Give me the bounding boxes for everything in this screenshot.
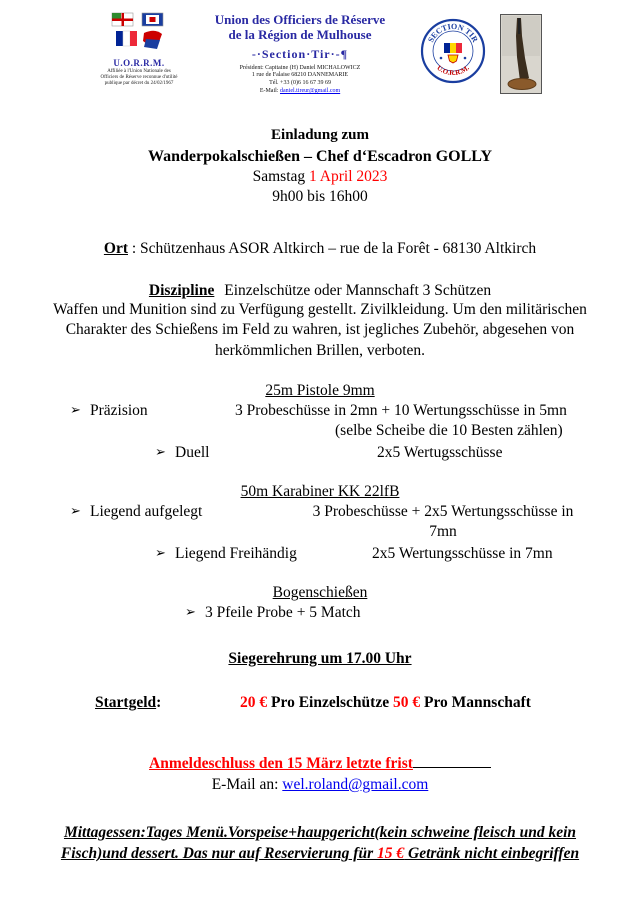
invitation-heading: Einladung zum [271,127,369,143]
flags-emblem-icon [108,12,170,52]
bullet-arrow-icon: ➢ [70,503,81,518]
lunch-text-part1: Mittagessen:Tages Menü.Vorspeise+haupgericht(kein schweine fleisch und kein Fisch)und dessert. Das nur auf Reservierung für [60,823,577,863]
stamp-top-text: SECTION TIR [426,21,480,44]
event-date: 1 April 2023 [309,167,388,185]
letterhead-center [194,12,406,96]
organization-name-line2: de la Région de Mulhouse [228,27,372,43]
fee-single-text: Pro Einzelschütze [271,693,390,711]
event-date-line [40,167,600,187]
entry-fee-label: Startgeld: [95,693,162,711]
registration-email-line [40,776,600,794]
registration-email-link[interactable]: wel.roland@gmail.com [282,775,429,793]
bullet-arrow-icon: ➢ [185,604,196,620]
pistol-precision-text: 3 Probeschüsse in 2mn + 10 Wertungsschüsse in 5mn [235,401,567,419]
registration-deadline-text: Anmeldeschluss den 15 März letzte frist [149,754,413,772]
letterhead [40,12,600,118]
entry-fee-text [240,694,531,712]
registration-email-label: E-Mail an: [211,775,279,793]
uorrm-caption: Affiliée à l'Union Nationale des Officiers de Réserve reconnue d'utilité publique par décret du 24/02/1967 [100,69,178,86]
award-ceremony-line: Siegerehrung um 17.00 Uhr [228,649,412,667]
carbine-section-title: 50m Karabiner KK 22lfB [240,483,400,500]
pistol-section-title: 25m Pistole 9mm [265,381,375,399]
archery-section-title: Bogenschießen [272,584,368,602]
archery-row [185,603,600,623]
bullet-arrow-icon: ➢ [155,544,166,560]
pistol-precision-label: Präzision [90,401,148,419]
uorrm-acronym: U.O.R.R.M. [113,58,165,68]
lunch-paragraph [40,822,600,865]
president-line: Président: Capitaine (H) Daniel MICHALOWICZ [239,64,361,71]
carbine-freehand-row [155,544,600,564]
fee-team-text: Pro Mannschaft [423,693,531,711]
stamp-bottom-text: U.O.R.R.M. [435,63,471,78]
deadline-underline-extension [413,754,491,768]
address-line: 1 rue de Falaise 68210 DANNEMARIE [251,72,349,79]
letterhead-email-line [194,88,406,96]
bullet-arrow-icon: ➢ [155,443,166,459]
archery-text: 3 Pfeile Probe + 5 Match [205,604,361,622]
entry-fee-row [95,694,600,712]
uorrm-emblem [98,12,180,87]
section-tir-stamp [420,18,486,89]
discipline-label: Diszipline [148,281,215,299]
pistol-duel-row [155,443,600,463]
discipline-line [40,282,600,300]
event-time: 9h00 bis 16h00 [272,188,368,206]
lunch-text-part2: Getränk nicht einbegriffen [404,845,580,863]
registration-deadline-line [40,754,600,773]
fee-single-amount: 20 € [240,693,268,711]
location-text: : Schützenhaus ASOR Altkirch – rue de la Forêt - 68130 Altkirch [131,239,537,257]
event-day: Samstag [252,167,306,185]
fee-team-amount: 50 € [392,693,421,711]
phone-line: Tél. +33 (0)6 16 67 39 69 [269,80,331,87]
carbine-freehand-label: Liegend Freihändig [175,544,297,562]
svg-text:U.O.R.R.M. [435,64,471,77]
rifle-photo [500,14,542,99]
pistol-precision-row [70,401,600,421]
rifle-icon [500,14,542,94]
pistol-precision-note: (selbe Scheibe die 10 Besten zählen) [335,422,563,440]
section-tir-label: -·Section·Tir·-¶ [251,46,349,61]
organization-name-line1: Union des Officiers de Réserve [214,12,386,27]
carbine-supported-text: 3 Probeschüsse + 2x5 Wertungsschüsse in 7mn [312,503,574,541]
carbine-freehand-text: 2x5 Wertungsschüsse in 7mn [372,544,553,562]
lunch-price: 15 € [377,845,405,863]
pistol-duel-text: 2x5 Wertugsschüsse [377,443,503,461]
letterhead-email-label: E-Mail: [259,88,279,95]
location-label: Ort [103,239,128,257]
invitation-title-block [40,126,600,208]
pistol-duel-label: Duell [175,443,210,461]
location-line [40,240,600,258]
carbine-supported-row [70,502,600,543]
carbine-supported-label: Liegend aufgelegt [90,503,203,520]
rules-paragraph: Waffen und Munition sind zu Verfügung gestellt. Zivilkleidung. Um den militärischen Charakter des Schießens im Feld zu wahren, ist jegliches Zubehör, abgesehen von herkömmlichen Brillen, verboten. [53,300,587,360]
event-name: Wanderpokalschießen – Chef d‘Escadron GOLLY [147,147,493,165]
letterhead-email-link[interactable]: daniel.tireur@gmail.com [279,88,341,95]
stamp-icon [420,18,486,84]
bullet-arrow-icon: ➢ [70,401,81,417]
discipline-text: Einzelschütze oder Mannschaft 3 Schützen [224,281,492,299]
